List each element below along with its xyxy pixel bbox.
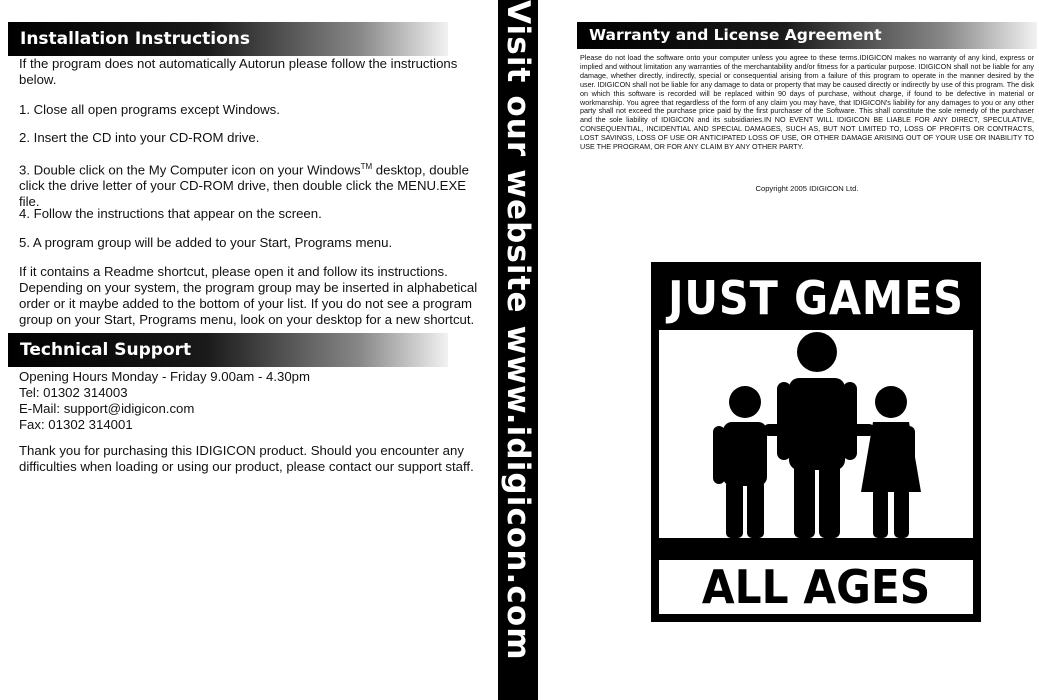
copyright-line: Copyright 2005 IDIGICON Ltd. (755, 184, 859, 193)
trademark-mark: TM (360, 162, 373, 171)
warranty-body: Please do not load the software onto your computer unless you agree to these terms.IDIGICON makes no warranty of any kind, express or implied and without limitation any warranties of the merchantability and/or fitness for a particular purpose. IDIGICON shall not be liable for any damage, whether directly, indirectly, special or consequential arising from a failure of this program to operate in the manner desired by the user. IDIGICON shall not be liable for any damage to data or property that may be caused directly or indirectly by use of this program. The disk on which this software is recorded will be replaced within 90 days of purchase, without charge, if found to be defective in material or workmanship. You agree that regardless of the form of any claim you may have, that IDIGICON's liability for any damages to you or any other party shall not exceed the purchase price paid by the first purchaser of the Software. This shall constitute the sole remedy of the purchaser and the sole liability of IDIGICON and its subsidiaries.IN NO EVENT WILL IDIGICON BE LIABLE FOR ANY DIRECT, SPECULATIVE, CONSEQUENTIAL, INCIDENTIAL AND SPECIAL DAMAGES, SUCH AS, BUT NOT LIMITED TO, LOSS OF PROFITS OR CONTRACTS, LOST SAVINGS, LOSS OF USE OR ANTICIPATED LOSS OF USE, OR OTHER DAMAGE ARISING OUT OF YOUR USE OR INABILITY TO USE THE PROGRAM, OR FOR ANY CLAIM BY ANY OTHER PARTY. (580, 53, 1034, 152)
spine-website-text: Visit our website www.idigicon.com (500, 0, 536, 661)
thanks-paragraph: Thank you for purchasing this IDIGICON product. Should you encounter any difficulties when loading or using our product, please contact our support staff. (19, 443, 474, 474)
support-hours: Opening Hours Monday - Friday 9.00am - 4.30pm (19, 369, 310, 384)
step-4: 4. Follow the instructions that appear on the screen. (19, 206, 322, 221)
installation-header: Installation Instructions (8, 22, 448, 56)
step-1: 1. Close all open programs except Windows. (19, 102, 280, 117)
warranty-header: Warranty and License Agreement (577, 22, 1037, 49)
step-2: 2. Insert the CD into your CD-ROM drive. (19, 130, 260, 145)
step-3-rest: desktop, double click the drive letter of your CD-ROM drive, then double click the MENU.EXE file. (19, 162, 469, 210)
support-fax: Fax: 01302 314001 (19, 417, 133, 432)
support-contact (19, 369, 479, 433)
step-3 (19, 159, 479, 210)
family-icon (659, 330, 973, 538)
step-3-text: 3. Double click on the My Computer icon on your Windows (19, 162, 361, 178)
step-5: 5. A program group will be added to your Start, Programs menu. (19, 235, 393, 250)
badge-age-label: ALL AGES (659, 560, 973, 614)
readme-paragraph: If it contains a Readme shortcut, please open it and follow its instructions. Depending on your system, the program group may be inserted in alphabetical order or it maybe added to the bottom of your list. If you do not see a program group on your Start, Programs menu, look on your desktop for a new shortcut. (19, 264, 478, 327)
family-pictogram (659, 330, 973, 538)
support-email: E-Mail: support@idigicon.com (19, 401, 195, 416)
rating-badge (651, 262, 981, 622)
badge-title: JUST GAMES (668, 271, 964, 325)
support-header: Technical Support (8, 333, 448, 367)
support-tel: Tel: 01302 314003 (19, 385, 128, 400)
installation-intro: If the program does not automatically Autorun please follow the instructions below. (19, 56, 458, 87)
